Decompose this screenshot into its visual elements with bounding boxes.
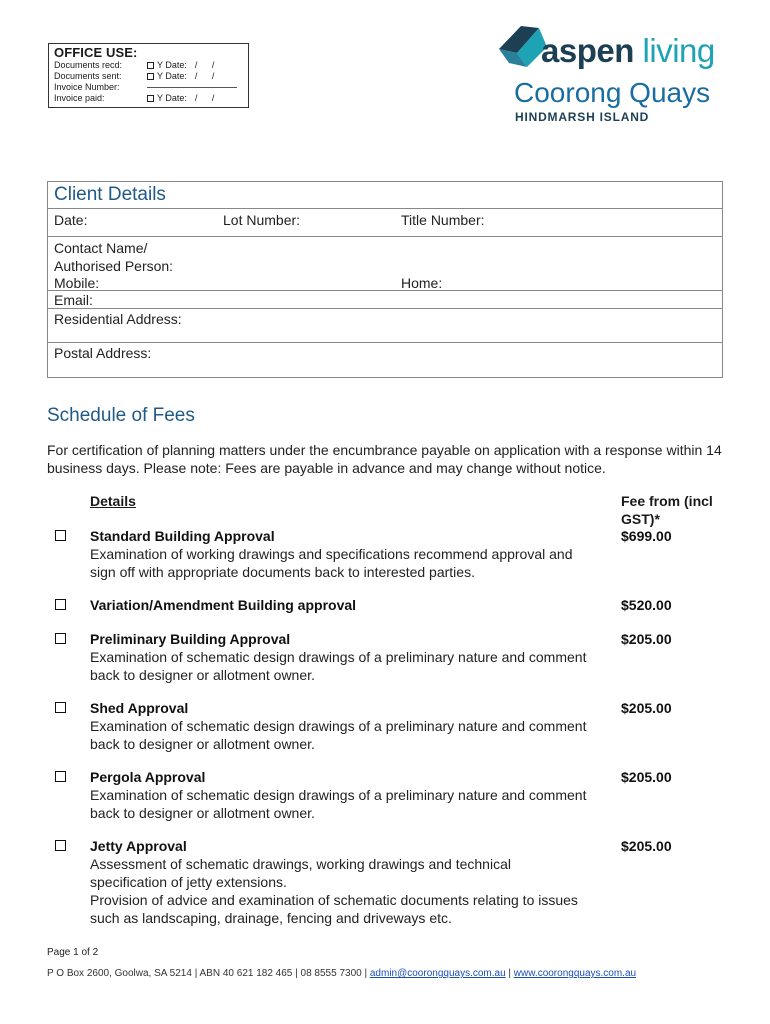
lot-number-field[interactable]: Lot Number: [223, 212, 301, 228]
office-row-docs-recd: Documents recd: Y Date: / / [54, 60, 221, 70]
fee-price: $520.00 [621, 597, 672, 613]
fee-price: $205.00 [621, 700, 672, 716]
client-details-title: Client Details [48, 182, 722, 209]
brand-name: aspen living [541, 32, 715, 69]
page-number: Page 1 of 2 [47, 947, 99, 958]
checkbox-pergola[interactable] [55, 771, 66, 782]
checkbox-jetty[interactable] [55, 840, 66, 851]
postal-address-field[interactable]: Postal Address: [54, 345, 152, 361]
client-row-date-lot-title [48, 209, 722, 237]
office-use-box [48, 43, 249, 108]
details-column-header: Details [90, 493, 136, 509]
checkbox-docs-sent[interactable] [147, 73, 154, 80]
email-field[interactable]: Email: [54, 292, 93, 308]
checkbox-shed[interactable] [55, 702, 66, 713]
aspen-living-logo [495, 23, 735, 128]
date-field[interactable]: Date: [54, 212, 88, 228]
checkbox-invoice-paid[interactable] [147, 95, 154, 102]
logo-coorong-quays: Coorong Quays [514, 77, 711, 108]
checkbox-preliminary-building[interactable] [55, 633, 66, 644]
logo-hindmarsh-island: HINDMARSH ISLAND [515, 110, 650, 124]
footer-contact: P O Box 2600, Goolwa, SA 5214 | ABN 40 621 182 465 | 08 8555 7300 | admin@coorongquays.com.au | www.coorongquays.com.au [47, 968, 637, 979]
schedule-intro: For certification of planning matters under the encumbrance payable on application with a response within 14 business days. Please note: Fees are payable in advance and may change without notice. [47, 442, 722, 476]
contact-name-field[interactable]: Authorised Person: [54, 258, 174, 274]
fee-price: $205.00 [621, 631, 672, 647]
client-row-postal [48, 343, 722, 378]
fee-column-header: Fee from (incl GST)* [621, 493, 713, 527]
office-row-invoice-paid: Invoice paid: Y Date: / / [54, 93, 221, 103]
footer-website-link[interactable]: www.coorongquays.com.au [513, 968, 637, 979]
client-details-table [47, 181, 723, 378]
footer-email-link[interactable]: admin@coorongquays.com.au [369, 968, 506, 979]
invoice-number-field[interactable] [147, 87, 237, 88]
office-row-invoice-number: Invoice Number: [54, 82, 243, 93]
office-use-title: OFFICE USE: [54, 45, 138, 60]
checkbox-standard-building[interactable] [55, 530, 66, 541]
mobile-field[interactable]: Mobile: [54, 275, 100, 291]
residential-address-field[interactable]: Residential Address: [54, 311, 182, 327]
client-row-residential [48, 309, 722, 343]
schedule-of-fees-title: Schedule of Fees [47, 405, 195, 426]
office-row-docs-sent: Documents sent: Y Date: / / [54, 71, 221, 81]
client-row-contact-mobile [48, 237, 722, 291]
checkbox-variation-amendment[interactable] [55, 599, 66, 610]
contact-name-label: Contact Name/ [54, 240, 148, 256]
client-row-email [48, 291, 722, 309]
fee-price: $205.00 [621, 769, 672, 785]
checkbox-docs-recd[interactable] [147, 62, 154, 69]
fee-price: $699.00 [621, 528, 672, 544]
fee-price: $205.00 [621, 838, 672, 854]
title-number-field[interactable]: Title Number: [401, 212, 485, 228]
home-field[interactable]: Home: [401, 275, 443, 291]
